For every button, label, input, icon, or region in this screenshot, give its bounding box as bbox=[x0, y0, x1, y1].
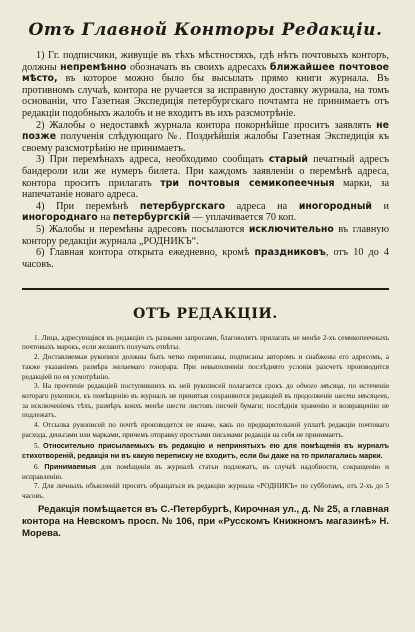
notice-4-text: на bbox=[97, 212, 113, 224]
notice-5-text: 5) Жалобы и перемѣны адресовъ посылаются bbox=[36, 223, 249, 235]
notice-6-bold: праздниковъ bbox=[254, 247, 326, 259]
notice-2-bold: не позже bbox=[22, 119, 389, 143]
notice-3-bold: старый bbox=[268, 154, 308, 166]
editorial-6-text: для помѣщенія въ журналѣ статьи подлежатъ, въ случаѣ надобности, сокращенію и исправленію. bbox=[22, 462, 389, 481]
editorial-3-italic: одного мѣсяца bbox=[296, 382, 344, 391]
notice-6-text: , отъ 10 до 4 часовъ. bbox=[22, 247, 389, 270]
notice-5 bbox=[22, 224, 389, 247]
notice-4-text: 4) При перемѣнѣ bbox=[36, 200, 140, 212]
notice-4-bold: петербургскій bbox=[112, 212, 191, 224]
editorial-7: 7. Для личныхъ объясненій просятъ обращаться въ редакцію журнала «РОДНИКЪ» по субботамъ, отъ 2-хъ до 5 часовъ. bbox=[22, 482, 389, 501]
notice-5-bold: исключительно bbox=[248, 223, 334, 235]
editorial-3-italic: шести мѣсяцевъ bbox=[334, 392, 388, 400]
notice-4-bold: иногородный bbox=[298, 200, 372, 212]
editorial-1: 1. Лица, адресующіяся въ редакцію съ разными запросами, благоволятъ прилагать не менѣе 2-хъ семикопеечныхъ почтовыхъ марокъ, если желаютъ получать отвѣты. bbox=[22, 333, 389, 352]
notice-4 bbox=[22, 201, 389, 224]
office-notices bbox=[22, 50, 389, 270]
main-office-title: Отъ Главной Конторы Редакціи. bbox=[28, 20, 383, 40]
notice-2-text: полученія слѣдующаго №. Позднѣйшія жалобы Газетная Экспедиція къ своему разсмотрѣнію не принимаетъ. bbox=[22, 131, 389, 154]
notice-4-bold: иногороднаго bbox=[22, 212, 98, 224]
editorial-4: 4. Отсылка рукописей по почтѣ производится не иначе, какъ по предварительной уплатѣ редакціи почтоваго расхода, деньгами или марками, причемъ отправку простыми письмами редакція на себя не принимаетъ. bbox=[22, 421, 389, 439]
editorial-5-text: 5. bbox=[34, 441, 44, 450]
notice-1-text: 1) Гг. подписчики, живущіе въ тѣхъ мѣстностяхъ, гдѣ нѣтъ почтовыхъ конторъ, должны bbox=[22, 50, 389, 73]
editorial-5-bold: Относительно присылаемыхъ въ редакцію и непринятыхъ ею для помѣщенія въ журналъ стихотвореній, редакція ни въ какую переписку не входитъ, если бы даже на то прилагались марки. bbox=[22, 440, 390, 461]
notice-1-text: въ которое можно было бы высылать прямо книги журнала. Въ противномъ случаѣ, контора не ручается за исправную доставку журнала, на томъ основаніи, что Газетная Экспедиція петербургскаго почтамта не принимаетъ отъ редакціи подобныхъ жалобъ и не входитъ въ ихъ разсмотрѣніе. bbox=[22, 73, 389, 119]
editorial-title: ОТЪ РЕДАКЦІИ. bbox=[133, 305, 278, 322]
notice-4-bold: петербургскаго bbox=[139, 200, 226, 212]
notice-3-text: печатный адресъ бандероли или же нумеръ билета. При каждомъ заявленіи о перемѣнѣ адреса, контора проситъ прилагать bbox=[22, 154, 389, 189]
notice-4-text: адреса на bbox=[225, 200, 299, 212]
editorial-3 bbox=[22, 382, 389, 421]
editorial-3-text: , по истеченіи котораго рукописи, къ помѣщенію въ журналъ не принятыя сохраняются редакціей въ продолженіе bbox=[22, 382, 389, 400]
editorial-3-text: , за исключеніемъ тѣхъ, размѣръ коихъ менѣе шести листовъ писчей бумаги; послѣднія храненію и возвращенію не подлежатъ. bbox=[22, 392, 389, 420]
notice-4-text: — уплачивается 70 коп. bbox=[190, 212, 297, 224]
notice-5-text: въ главную контору редакціи журнала „РОДНИКЪ“. bbox=[22, 223, 389, 247]
section-divider bbox=[22, 288, 389, 290]
editorial-3-text: 3. На прочтеніе редакціей поступившихъ къ ней рукописей полагается срокъ до bbox=[34, 382, 297, 391]
notice-6 bbox=[22, 247, 389, 270]
editorial-5 bbox=[22, 441, 389, 462]
notice-3 bbox=[22, 154, 389, 200]
notice-3-text: 3) При перемѣнахъ адреса, необходимо сообщать bbox=[36, 154, 269, 166]
notice-4-text: и bbox=[371, 200, 389, 212]
notice-1 bbox=[22, 50, 389, 120]
notice-2-text: 2) Жалобы о недоставкѣ журнала контора покорнѣйше проситъ заявлять bbox=[36, 119, 377, 131]
notice-1-text: обозначать въ своихъ адресахъ bbox=[126, 61, 270, 73]
notice-2 bbox=[22, 120, 389, 155]
address-footer: Редакція помѣщается въ С.-Петербургѣ, Кирочная ул., д. № 25, а главная контора на Невскомъ просп. № 106, при «Русскомъ Книжномъ магазинѣ» Н. Морева. bbox=[22, 503, 389, 540]
notice-6-text: 6) Главная контора открыта ежедневно, кромѣ bbox=[36, 247, 255, 259]
editorial-notices bbox=[22, 334, 389, 502]
notice-1-bold: непремѣнно bbox=[60, 61, 127, 73]
editorial-6 bbox=[22, 462, 389, 482]
editorial-2: 2. Доставляемыя рукописи должны быть четко переписаны, подписаны авторомъ и снабжены его адресомъ, а также указаніемъ размѣра желаемаго гонорара. При невыполненіи послѣднято условія разсчетъ производится редакціей по ея усмотрѣнію. bbox=[22, 353, 389, 381]
editorial-6-text: 6. bbox=[34, 462, 45, 471]
notice-3-text: марки, за напечатаніе новаго адреса. bbox=[22, 177, 389, 201]
notice-3-bold: три почтовыя семикопеечныя bbox=[160, 177, 335, 189]
editorial-6-bold: Принимаемыя bbox=[44, 461, 96, 471]
notice-1-bold: ближайшее почтовое мѣсто, bbox=[22, 61, 390, 85]
